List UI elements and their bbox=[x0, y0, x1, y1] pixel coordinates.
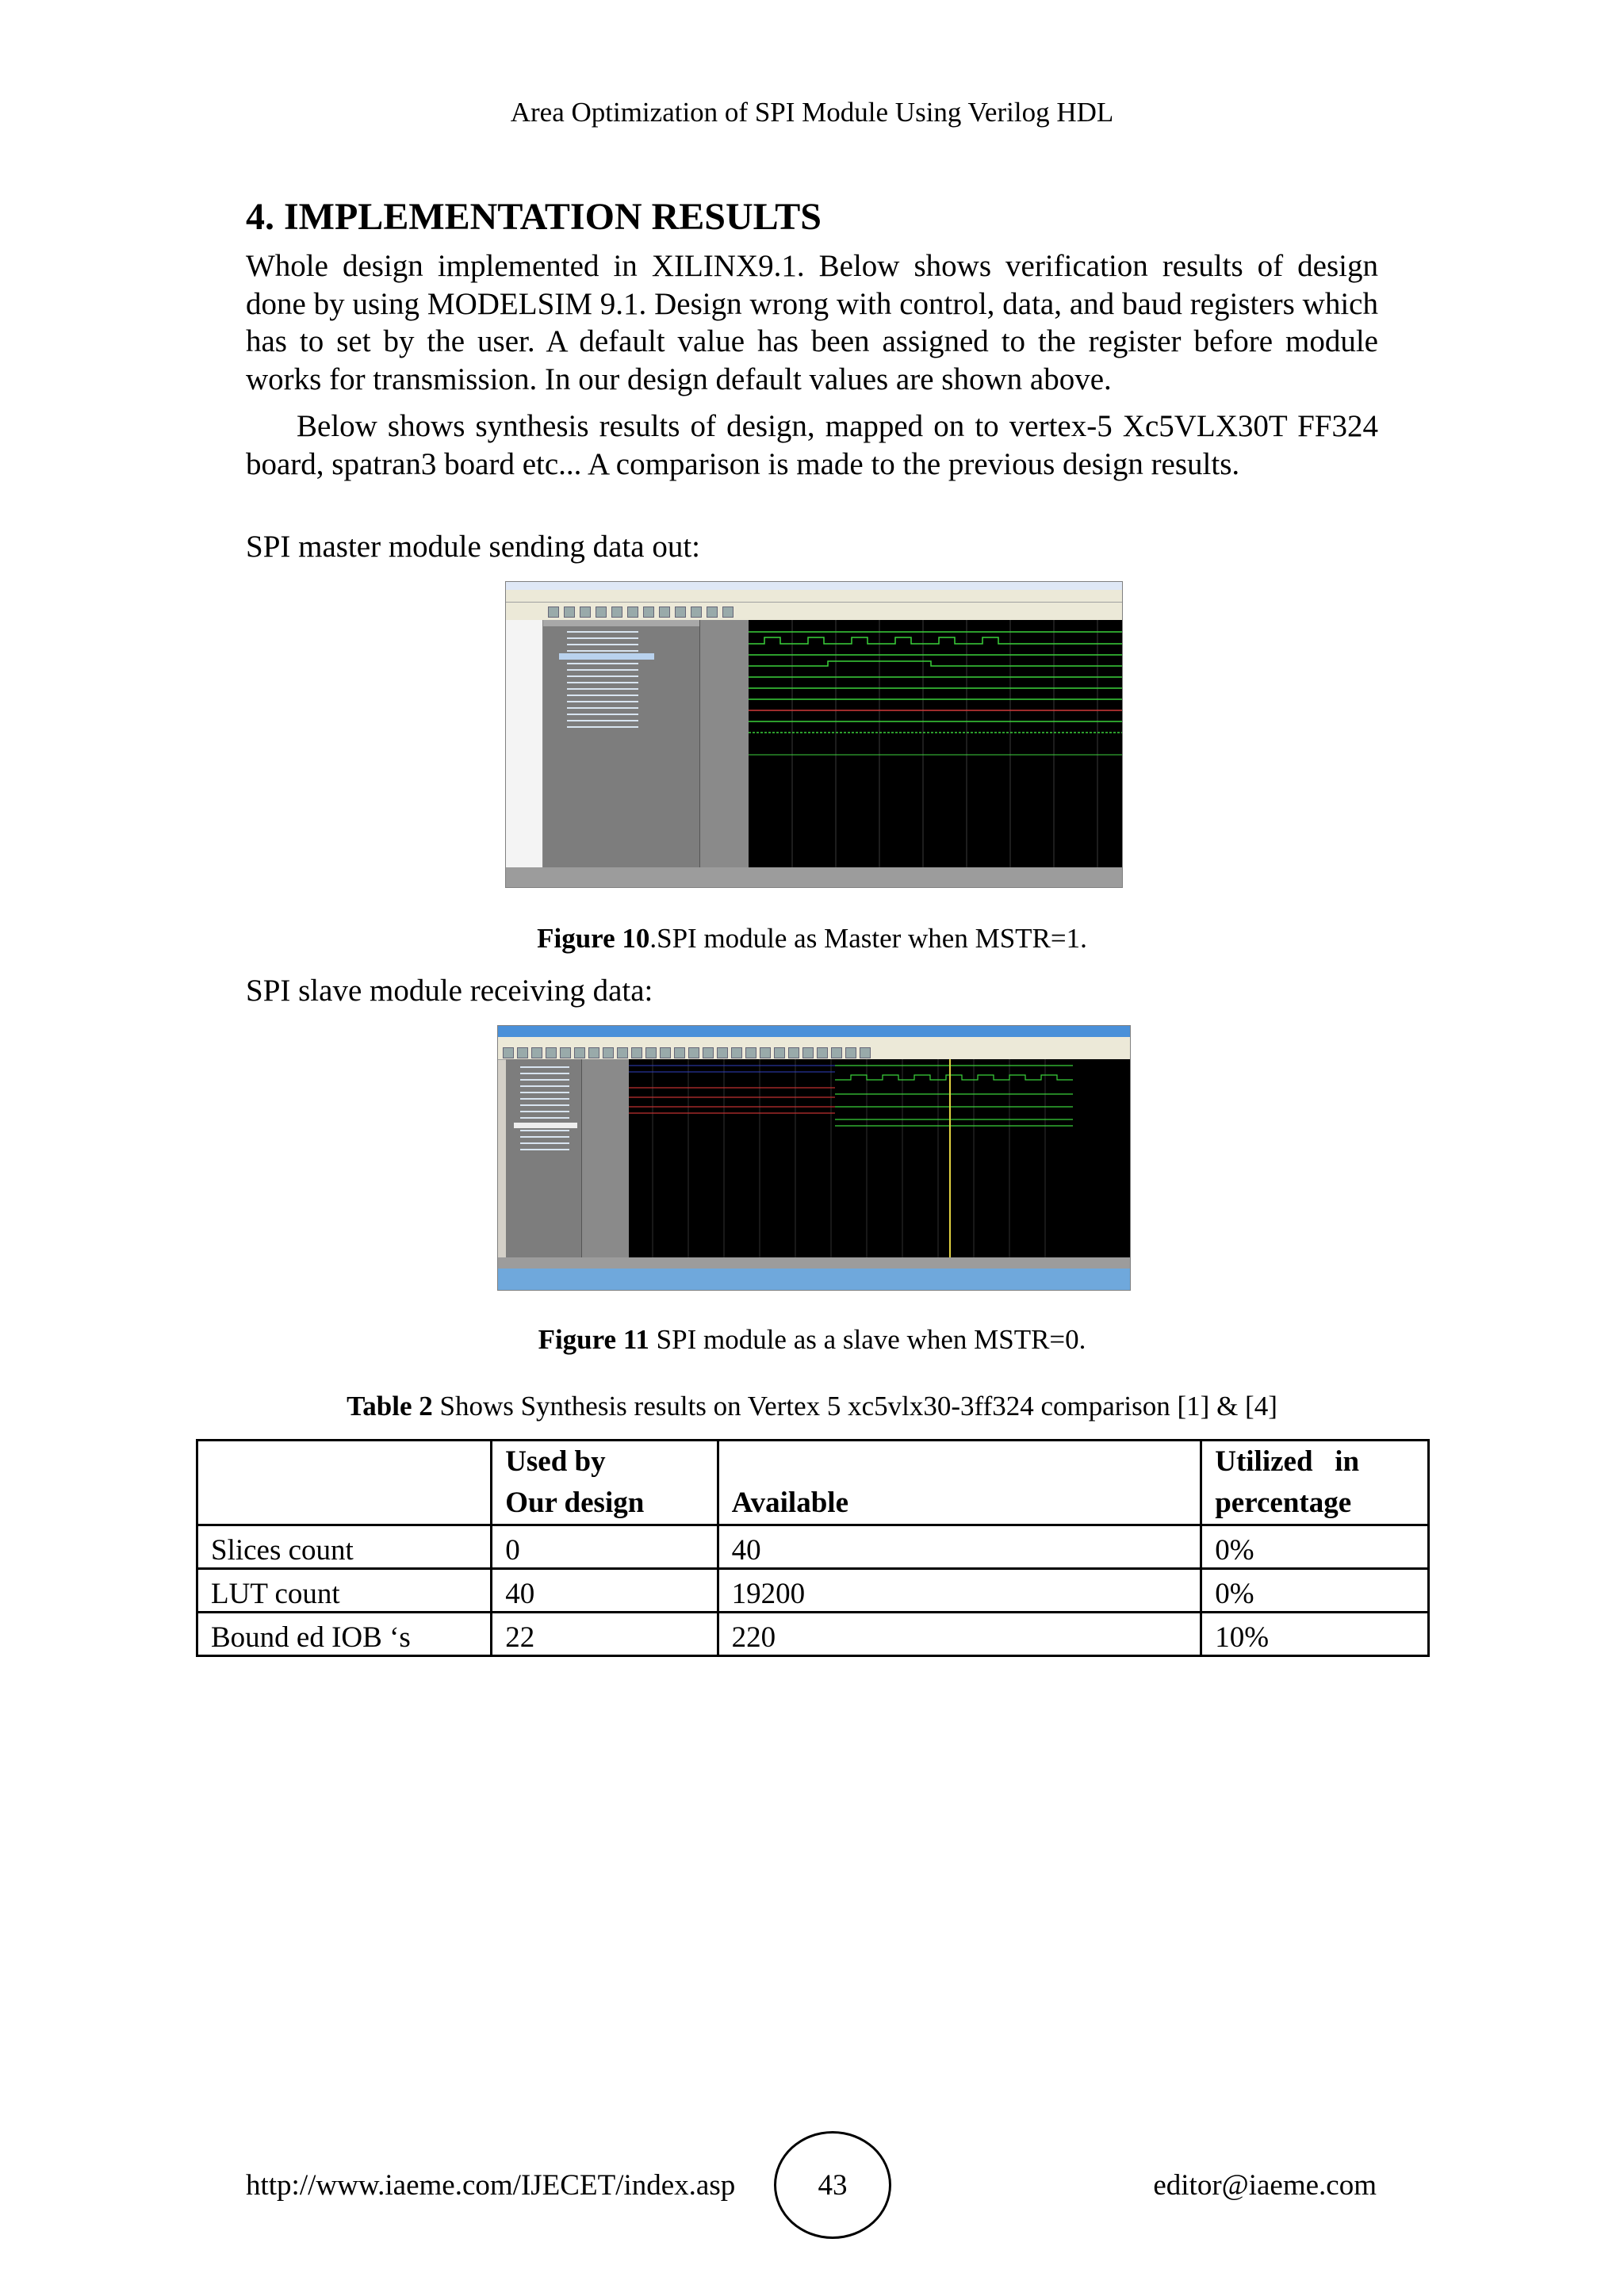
waveform-pane bbox=[629, 1059, 1130, 1257]
header-utilized: Utilized in percentage bbox=[1201, 1441, 1429, 1525]
figure-11-caption bbox=[0, 1324, 1624, 1356]
toolbar bbox=[498, 1045, 1130, 1060]
footer-url-link[interactable]: http://www.iaeme.com/IJECET/index.asp bbox=[246, 2169, 736, 2202]
row-percentage: 10% bbox=[1201, 1613, 1429, 1656]
table-number: Table 2 bbox=[347, 1391, 433, 1422]
slave-label: SPI slave module receiving data: bbox=[246, 974, 653, 1008]
os-taskbar bbox=[498, 1269, 1130, 1290]
row-available: 220 bbox=[718, 1613, 1201, 1656]
paragraph-1: Whole design implemented in XILINX9.1. Below shows verification results of design done by using MODELSIM 9.1. Design wrong with control, data, and baud registers which has to set by the user. A default value has been assigned to the register before module works for transmission. In our design default values are shown above. bbox=[246, 249, 1378, 396]
figure-11-caption-text: SPI module as a slave when MSTR=0. bbox=[649, 1324, 1086, 1355]
synthesis-results-table bbox=[196, 1439, 1430, 1657]
waveform-graphic bbox=[629, 1059, 1130, 1257]
section-heading: 4. IMPLEMENTATION RESULTS bbox=[246, 196, 822, 238]
page-number-text: 43 bbox=[818, 2168, 848, 2202]
signal-values-pane bbox=[699, 620, 749, 867]
figure-10-caption bbox=[0, 923, 1624, 955]
header-cell-blank bbox=[197, 1441, 492, 1525]
row-percentage: 0% bbox=[1201, 1525, 1429, 1569]
toolbar bbox=[506, 603, 1122, 621]
table-title-text: Shows Synthesis results on Vertex 5 xc5vlx30-3ff324 comparison [1] & [4] bbox=[432, 1391, 1277, 1422]
window-titlebar bbox=[498, 1026, 1130, 1038]
table-header-row bbox=[197, 1441, 1429, 1525]
table-title bbox=[0, 1391, 1624, 1422]
running-header: Area Optimization of SPI Module Using Verilog HDL bbox=[510, 97, 1114, 128]
workspace-pane bbox=[506, 620, 543, 887]
master-label: SPI master module sending data out: bbox=[246, 530, 701, 564]
signal-list-graphic bbox=[543, 620, 699, 867]
status-bar bbox=[506, 867, 1122, 887]
figure-11-number: Figure 11 bbox=[538, 1324, 649, 1355]
row-label: Slices count bbox=[197, 1525, 492, 1569]
row-label: Bound ed IOB ‘s bbox=[197, 1613, 492, 1656]
figure-11-screenshot bbox=[497, 1025, 1131, 1291]
status-bar bbox=[498, 1257, 1130, 1269]
table-row bbox=[197, 1569, 1429, 1613]
signal-values-pane bbox=[581, 1059, 630, 1257]
signal-names-pane bbox=[506, 1059, 581, 1257]
signal-list-graphic bbox=[506, 1059, 581, 1257]
row-percentage: 0% bbox=[1201, 1569, 1429, 1613]
header-available: Available bbox=[718, 1441, 1201, 1525]
table-row bbox=[197, 1613, 1429, 1656]
row-available: 19200 bbox=[718, 1569, 1201, 1613]
row-used: 40 bbox=[492, 1569, 718, 1613]
waveform-graphic bbox=[749, 620, 1122, 867]
figure-10-number: Figure 10 bbox=[537, 923, 650, 954]
footer-email-link[interactable]: editor@iaeme.com bbox=[1153, 2169, 1377, 2202]
header-used-by: Used by Our design bbox=[492, 1441, 718, 1525]
waveform-pane bbox=[749, 620, 1122, 867]
row-used: 22 bbox=[492, 1613, 718, 1656]
signal-names-pane bbox=[543, 620, 699, 867]
row-available: 40 bbox=[718, 1525, 1201, 1569]
page-number bbox=[774, 2131, 891, 2239]
paragraph-2: Below shows synthesis results of design, mapped on to vertex-5 Xc5VLX30T FF324 board, spatran3 board etc... A comparison is made to the previous design results. bbox=[246, 409, 1378, 481]
figure-10-caption-text: .SPI module as Master when MSTR=1. bbox=[649, 923, 1087, 954]
row-used: 0 bbox=[492, 1525, 718, 1569]
table-row bbox=[197, 1525, 1429, 1569]
figure-10-screenshot bbox=[505, 581, 1123, 888]
menu-bar bbox=[506, 590, 1122, 603]
row-label: LUT count bbox=[197, 1569, 492, 1613]
